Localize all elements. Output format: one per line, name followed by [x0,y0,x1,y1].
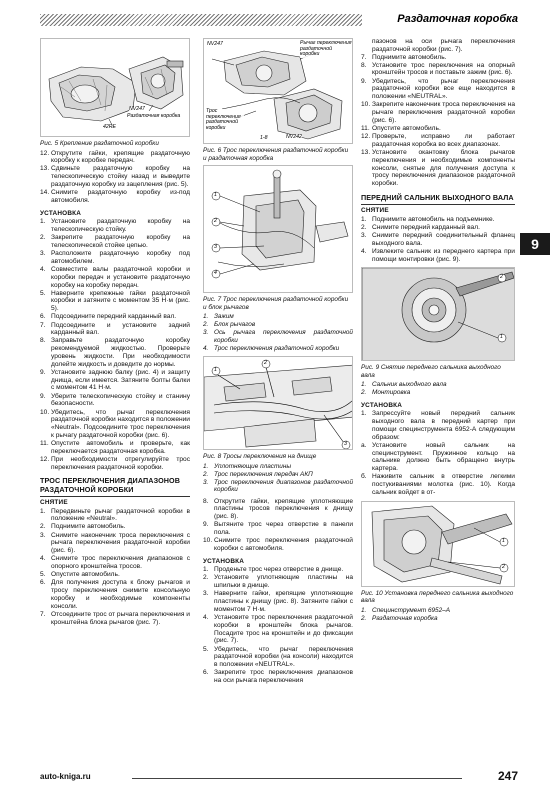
figure-8-callout-1: 1 [214,367,217,374]
figure-9-legend [361,381,515,396]
figure-7-callout-4: 4 [214,270,217,277]
list-item: 7. Подсоедините и установите задний карданный вал. [40,321,190,337]
figure-8-drawing [204,357,353,450]
figure-6-label-code: 1-8 [260,135,268,141]
figure-8-callout-3: 3 [344,441,347,448]
list-item: 8. Установите трос переключения на опорный кронштейн тросов и поставьте зажим (рис. 6). [361,61,515,77]
list-item: 3. Снимите наконечник троса переключения с рычага переключения раздаточной коробки (рис. 6). [40,531,190,555]
list-item: 10. Убедитесь, что рычаг переключения раздаточной коробки находится в положении «Neutral». Подсоедините трос переключения к рычагу раздаточной коробки (рис. 6). [40,408,190,439]
list-item: 5. Наверните крепежные гайки раздаточной коробки и затяните с моментом 35 Н·м (рис. 5). [40,289,190,313]
install-heading: УСТАНОВКА [40,209,82,217]
figure-6-label-cable: Трос переключения раздаточной коробки [206,109,244,132]
list-item: 11. Опустите автомобиль и проверьте, как переключается раздаточная коробка. [40,439,190,455]
list-item: 2. Снимите передний карданный вал. [361,223,480,231]
list-item: 4. Установите трос переключения раздаточной коробки в кронштейн блока рычагов. Посадите трос на кронштейн и до фиксации (рис. 7). [203,614,353,645]
column-middle [203,38,353,685]
list-item: 2. Закрепите раздаточную коробку на телескопической стойке цепью. [40,234,190,249]
figure-7-callout-3: 3 [214,244,217,251]
figure-6-label-nv242: NV242 [286,134,302,140]
figure-9-caption: Рис. 9 Снятие переднего сальника выходного вала [361,364,501,379]
figure-5-caption: Рис. 5 Крепление раздаточной коробки [40,140,159,147]
list-item: 9. Установите заднюю балку (рис. 4) и защиту днища, если имеется. Затяните болты балки с моментом 41 Н·м. [40,368,190,392]
install-steps [361,410,515,496]
figure-7-legend [203,313,353,352]
list-item: 7. Отсоедините трос от рычага переключения и кронштейна блока рычагов (рис. 7). [40,610,190,626]
column-left [40,38,190,627]
figure-6-label-nv247: NV247 [207,41,223,47]
list-item: 1. Запрессуйте новый передний сальник выходного вала в передний картер при помощи специнструмента 6952-A следующим образом: [361,410,515,441]
list-item: 14. Снимите раздаточную коробку из-под автомобиля. [40,189,190,204]
list-item: 3. Наверните гайки, крепящие уплотняющие пластины к днищу (рис. 8). Затяните гайки с моментом 7 Н·м. [203,590,353,613]
figure-7-drawing [204,166,353,293]
header-hatch-band [40,14,362,26]
legend-item: 2. Блок рычагов [203,321,256,329]
list-item: 6. Для получения доступа к блоку рычагов и тросу переключения снимите консольную коробку и необходимые компоненты консоли. [40,579,190,610]
figure-7-callout-1: 1 [214,192,217,199]
list-item: 1. Поднимите автомобиль на подъемнике. [361,215,495,223]
install-steps [40,218,190,471]
list-item: 12. Открутите гайки, крепящие раздаточную коробку к коробке передач. [40,149,190,165]
legend-item: 2. Монтировка [361,389,411,397]
footer-rule [132,778,462,779]
figure-6-caption: Рис. 6 Трос переключения раздаточной коробки и раздаточная коробка [203,147,349,162]
figure-5 [40,38,190,137]
list-item: 6. Подсоедините передний карданный вал. [40,313,177,321]
figure-10 [361,501,515,587]
figure-5-label-nv247: NV247 [129,106,145,112]
figure-7-caption: Рис. 7 Трос переключения раздаточной коробки и блок рычагов [203,296,349,311]
figure-8-caption: Рис. 8 Тросы переключения на днище [203,453,317,461]
list-item: 4. Совместите валы раздаточной коробки и коробки передач и установите раздаточную коробку на коробку передач. [40,266,190,289]
list-item: 6. Закрепите трос переключения диапазонов на оси рычага переключения [203,669,353,684]
legend-item: 1. Сальник выходного вала [361,381,447,389]
list-item: 3. Расположите раздаточную коробку под автомобилем. [40,250,190,265]
list-item: б. Наживите сальник в отверстие легкими постукиваниями молотка (рис. 10). Когда сальник войдет в от- [361,473,515,496]
legend-item: 1. Специнструмент 6952–A [361,606,450,614]
figure-9-callout-2: 2 [500,274,503,281]
figure-10-legend [361,607,515,622]
list-item: 13. Сдвиньте раздаточную коробку на телескопическую стойку назад и выведите раздаточную коробку из зацепления (рис. 5). [40,165,190,188]
figure-5-drawing [41,39,190,137]
figure-10-callout-1: 1 [502,537,505,544]
figure-9-callout-1: 1 [500,334,503,341]
list-item: 2. Поднимите автомобиль. [40,523,126,531]
list-item: а. Установите новый сальник на специнструмент. Пружинное кольцо на сальнике должно быть обращено внутрь картера. [361,441,515,473]
legend-item: 3. Ось рычага переключения раздаточной коробки [203,329,353,344]
removal-steps [40,508,190,627]
list-item: 1. Установите раздаточную коробку на телескопическую стойку. [40,218,190,233]
section-heading-front-seal: ПЕРЕДНИЙ САЛЬНИК ВЫХОДНОГО ВАЛА [361,192,514,202]
install-heading: УСТАНОВКА [203,557,245,565]
figure-9 [361,267,515,361]
list-item: 10. Снимите трос переключения раздаточной коробки с автомобиля. [203,537,353,552]
install-steps [203,566,353,684]
continued-text: пазонов на оси рычага переключения раздаточной коробки (рис. 7). [372,38,515,53]
chapter-tab: 9 [520,233,550,255]
list-item: 2. Установите уплотняющие пластины на шпильки в днище. [203,574,353,590]
list-item: 13. Установите окантовку блока рычагов переключения и необходимые компоненты консоли, снятые для получения доступа к тросу переключения диапазонов раздаточной коробки. [361,149,515,188]
list-item: 7. Поднимите автомобиль. [361,53,447,61]
figure-5-label-transfer-case: Раздаточная коробка [127,113,181,119]
legend-item: 3. Трос переключения диапазонов раздаточной коробки [203,478,353,494]
list-item: 4. Снимите трос переключения диапазонов с опорного кронштейна тросов. [40,555,190,571]
list-item: 5. Опустите автомобиль. [40,571,120,579]
page-header [40,10,518,28]
figure-7-callout-2: 2 [214,218,217,225]
list-item: 10. Закрепите наконечник троса переключения на рычаге переключения раздаточной коробки (рис. 6). [361,101,515,124]
list-item: 9. Убедитесь, что рычаг переключения раздаточной коробки все еще находится в положении «NEUTRAL». [361,77,515,101]
page-number: 247 [497,769,518,783]
page-footer [40,771,518,785]
legend-item: 1. Уплотняющие пластины [203,462,292,470]
list-item: 8. Открутите гайки, крепящие уплотняющие пластины тросов переключения к днищу (рис. 8). [203,497,353,521]
removal-heading: СНЯТИЕ [40,498,68,506]
section-heading-shift-cable: ТРОС ПЕРЕКЛЮЧЕНИЯ ДИАПАЗОНОВ РАЗДАТОЧНОЙ КОРОБКИ [40,476,181,494]
list-item: 12. При необходимости отрегулируйте трос переключения раздаточной коробки. [40,455,190,471]
legend-item: 4. Трос переключения раздаточной коробки [203,344,340,352]
removal-steps [361,216,515,264]
figure-8-callout-2: 2 [264,360,267,367]
figure-8 [203,356,353,450]
figure-6-label-lever: Рычаг переключения раздаточной коробки [300,40,352,58]
figure-9-drawing [362,268,515,361]
figure-5-label-42re: 42RE [103,124,116,130]
list-item: 9. Вытяните трос через отверстие в панели пола. [203,521,353,537]
figure-6 [203,38,353,144]
page-title: Раздаточная коробка [368,10,518,28]
removal-heading: СНЯТИЕ [361,206,389,214]
list-item: 11. Опустите автомобиль. [361,124,441,132]
steps-list-a [40,150,190,205]
legend-item: 2. Раздаточная коробка [361,614,438,622]
list-item: 1. Проденьте трос через отверстие в днище. [203,566,344,574]
install-heading: УСТАНОВКА [361,401,403,409]
steps-list-b [203,498,353,553]
column-right [361,38,515,623]
legend-item: 1. Зажим [203,313,234,321]
figure-10-caption: Рис. 10 Установка переднего сальника выходного вала [361,589,514,605]
figure-10-drawing [362,502,515,587]
list-item: 12. Проверьте, исправно ли работает раздаточная коробка во всех диапазонах. [361,133,515,148]
steps-continued [361,54,515,188]
figure-7 [203,165,353,293]
section-divider [40,496,190,497]
list-item: 9. Уберите телескопическую стойку и станину безопасности. [40,392,190,408]
list-item: 1. Передвиньте рычаг раздаточной коробки в положение «Neutral». [40,507,190,523]
legend-item: 2. Трос переключения передач АКП [203,470,313,478]
list-item: 5. Убедитесь, что рычаг переключения раздаточной коробки (на консоли) находится в положении «NEUTRAL». [203,645,353,669]
list-item: 4. Извлеките сальник из переднего картера при помощи монтировки (рис. 9). [361,247,515,263]
list-item: 8. Заправьте раздаточную коробку рекомендуемой жидкостью. Проверьте уровень жидкости. При необходимости долейте жидкость и доведите до нормы. [40,337,190,368]
footer-site: auto-kniga.ru [40,772,91,781]
figure-10-callout-2: 2 [502,563,505,570]
list-item: 3. Снимите передний соединительный фланец выходного вала. [361,231,515,247]
figure-8-legend [203,463,353,494]
section-divider [361,204,515,205]
